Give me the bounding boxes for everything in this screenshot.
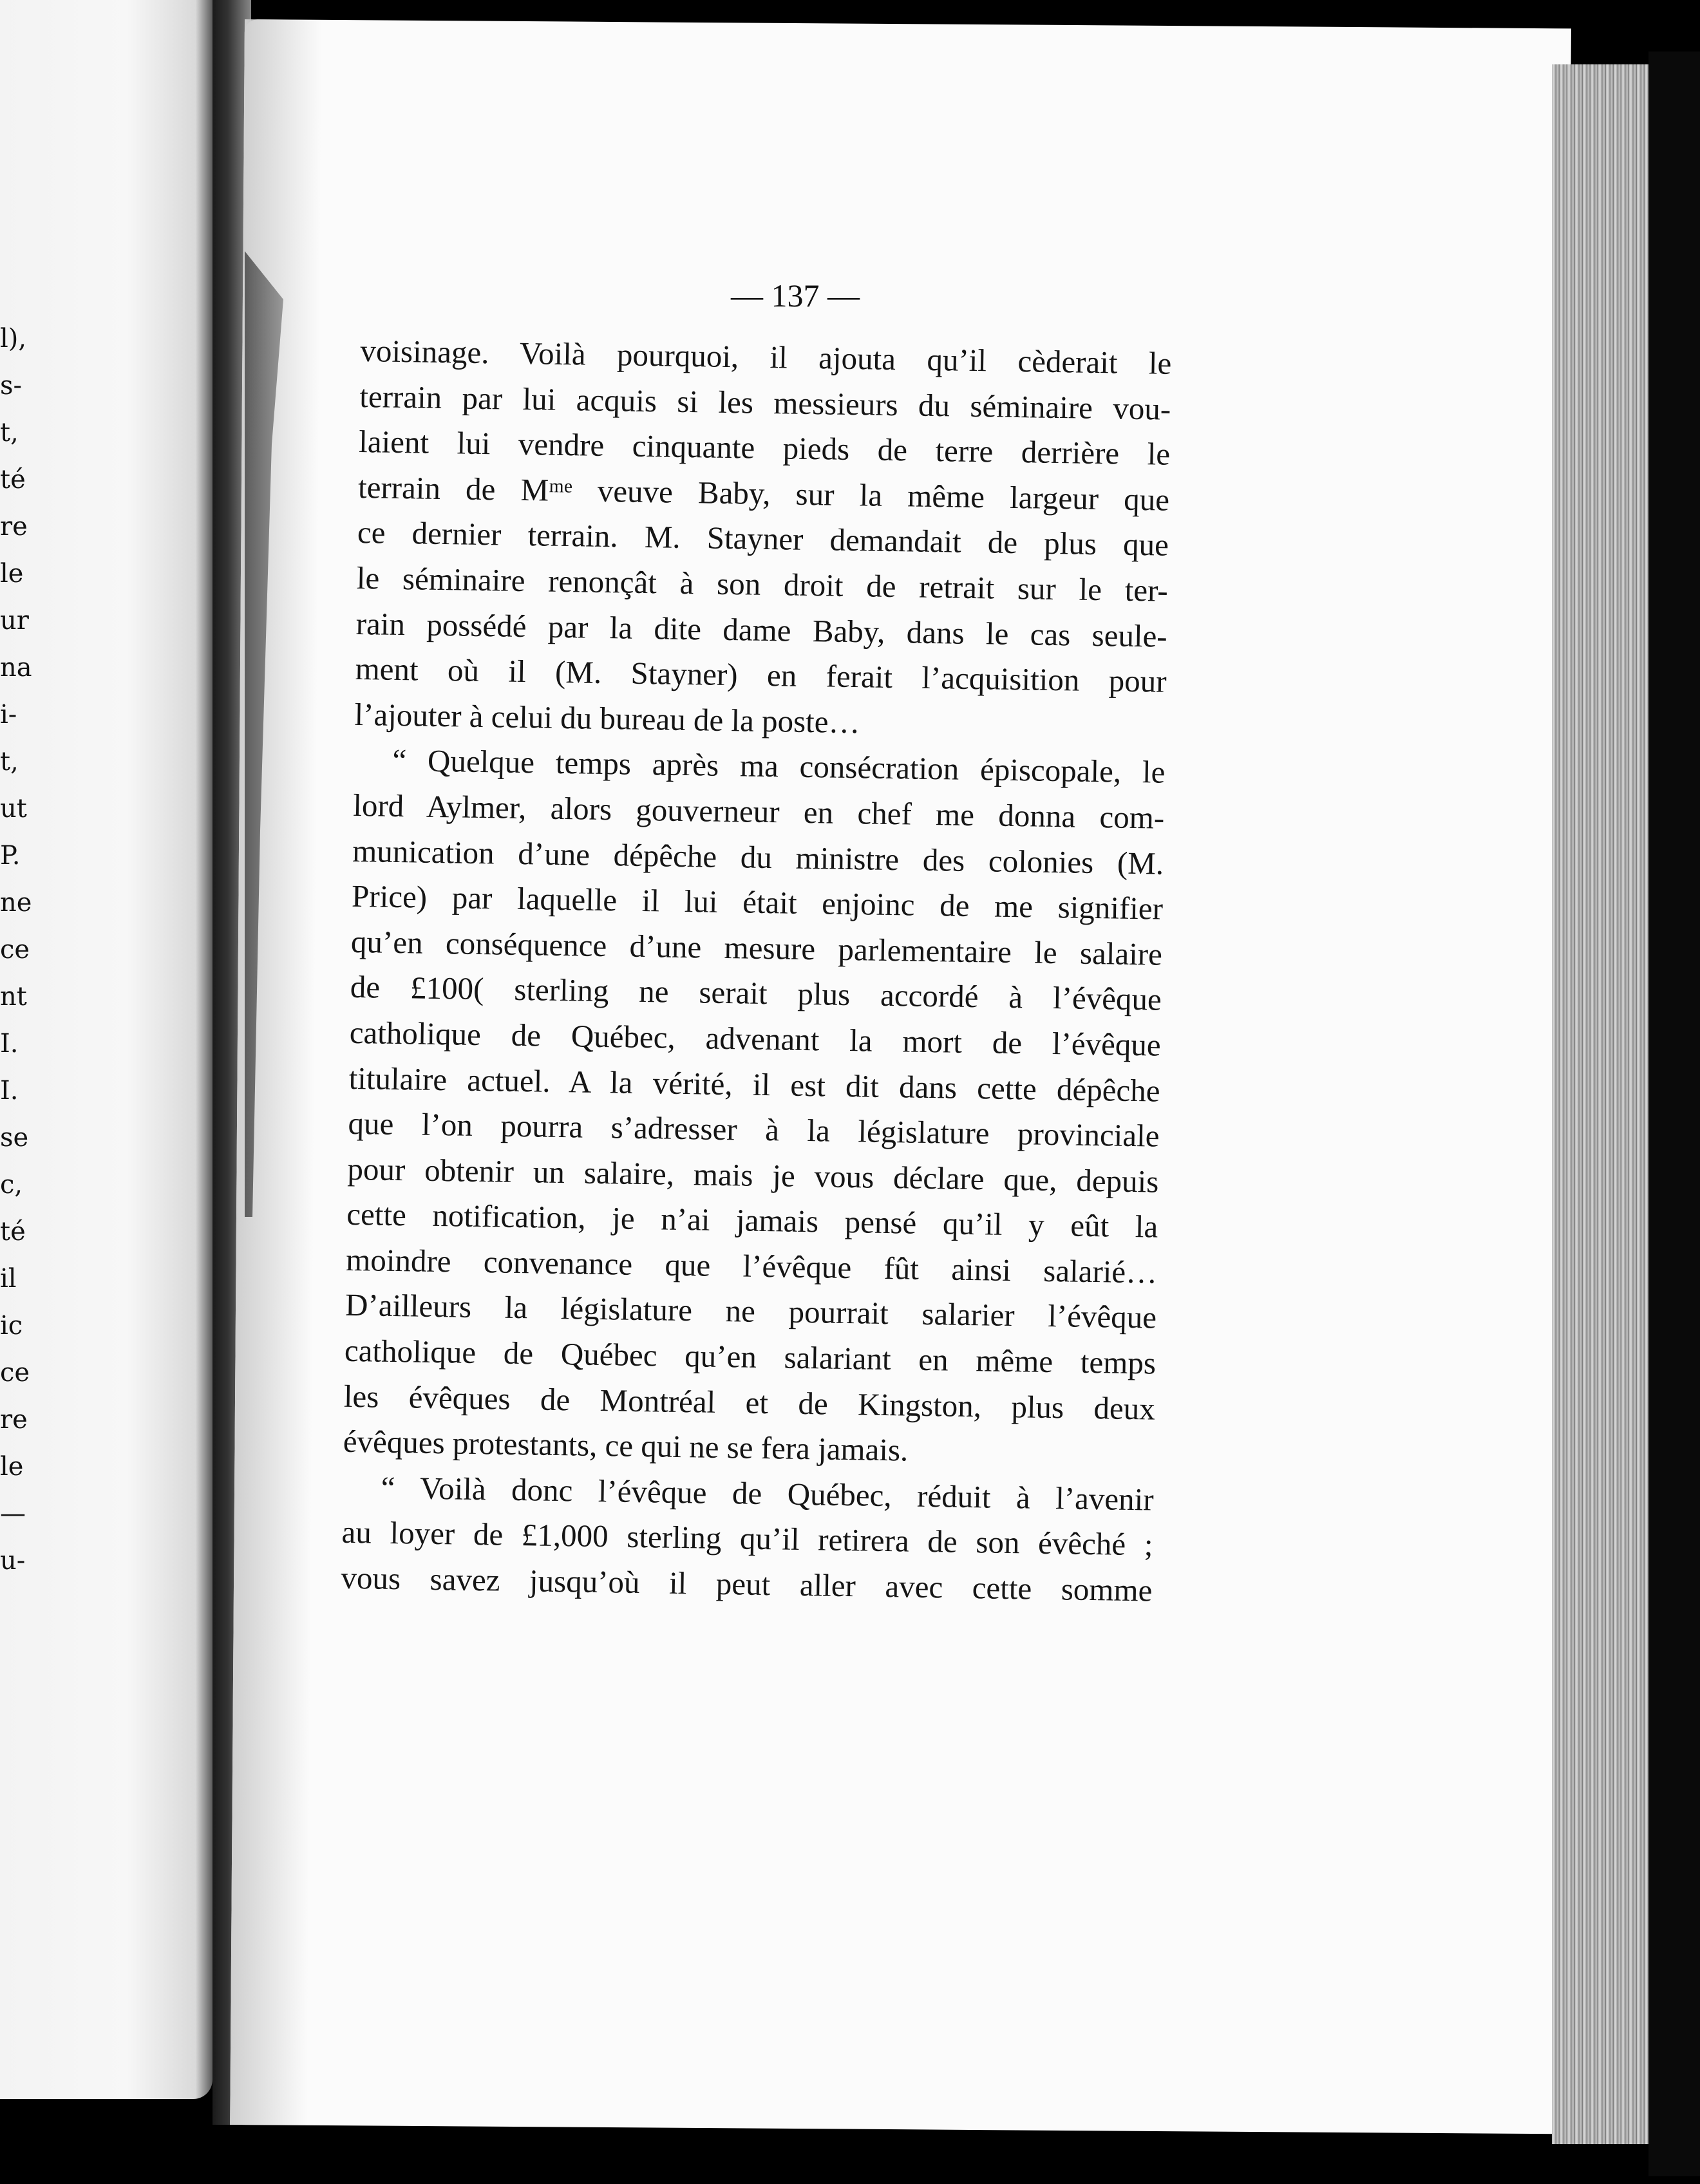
left-fragment: I. — [0, 1076, 19, 1106]
left-facing-page — [0, 0, 212, 2099]
text-line: terrain de Mᵐᵉ veuve Baby, sur la même largeur que — [357, 469, 1170, 518]
left-fragment: I. — [0, 1029, 19, 1059]
text-line: le séminaire renonçât à son droit de retrait sur le ter- — [356, 560, 1169, 608]
left-fragment: le — [0, 559, 24, 588]
text-line: au loyer de £1,000 sterling qu’il retirera de son évêché ; — [341, 1514, 1153, 1563]
text-line: “ Voilà donc l’évêque de Québec, réduit à l’avenir — [381, 1469, 1155, 1518]
left-fragment: l), — [0, 324, 27, 353]
text-line: voisinage. Voilà pourquoi, il ajouta qu’il cèderait le — [360, 332, 1172, 381]
text-line: vous savez jusqu’où il peut aller avec cette somme — [341, 1559, 1153, 1608]
left-fragment: il — [0, 1264, 17, 1294]
body-text — [341, 328, 1172, 1614]
text-line: ce dernier terrain. M. Stayner demandait de plus que — [357, 514, 1169, 563]
page-edges — [1552, 64, 1648, 2144]
text-line: Price) par laquelle il lui était enjoinc de me signifier — [351, 878, 1164, 927]
text-line: munication d’une dépêche du ministre des colonies (M. — [352, 833, 1164, 881]
text-line: titulaire actuel. A la vérité, il est dit dans cette dépêche — [348, 1060, 1160, 1109]
text-line: évêques protestants, ce qui ne se fera jamais. — [343, 1424, 909, 1468]
left-fragment: se — [0, 1123, 29, 1153]
left-fragment: té — [0, 465, 26, 494]
left-fragment: té — [0, 1217, 26, 1247]
left-fragment: t, — [0, 747, 19, 777]
text-line: que l’on pourra s’adresser à la législature provinciale — [348, 1105, 1160, 1154]
left-fragment: re — [0, 512, 28, 541]
text-line: ment où il (M. Stayner) en ferait l’acquisition pour — [355, 651, 1167, 699]
text-line: catholique de Québec qu’en salariant en même temps — [344, 1332, 1157, 1381]
text-line: D’ailleurs la législature ne pourrait salarier l’évêque — [345, 1287, 1157, 1336]
text-line: catholique de Québec, advenant la mort de l’évêque — [349, 1014, 1162, 1063]
text-line: moindre convenance que l’évêque fût ainsi salarié… — [345, 1241, 1158, 1290]
text-line: qu’en conséquence d’une mesure parlementaire le salaire — [350, 923, 1163, 972]
left-fragment: ur — [0, 606, 29, 635]
left-fragment: ic — [0, 1311, 23, 1341]
left-fragment: c, — [0, 1170, 23, 1200]
left-fragment: re — [0, 1405, 28, 1435]
text-line: terrain par lui acquis si les messieurs du séminaire vou- — [359, 378, 1171, 427]
book-cover-edge — [1648, 52, 1700, 2176]
left-fragment: na — [0, 653, 32, 682]
text-line: laient lui vendre cinquante pieds de terre derrière le — [358, 424, 1171, 472]
left-fragment: t, — [0, 418, 19, 447]
text-line: “ Quelque temps après ma consécration épiscopale, le — [392, 742, 1166, 791]
text-line: lord Aylmer, alors gouverneur en chef me donna com- — [352, 787, 1165, 836]
text-line: de £100( sterling ne serait plus accordé à l’évêque — [350, 969, 1162, 1017]
left-fragment: ce — [0, 1358, 30, 1388]
left-fragment: ce — [0, 935, 30, 965]
left-fragment: le — [0, 1452, 24, 1482]
left-fragment: u- — [0, 1546, 26, 1576]
left-fragment: P. — [0, 841, 21, 871]
left-page-text-fragments — [0, 315, 39, 1585]
left-fragment: s- — [0, 371, 23, 400]
text-line: cette notification, je n’ai jamais pensé qu’il y eût la — [346, 1196, 1158, 1245]
text-line: l’ajouter à celui du bureau de la poste… — [354, 696, 860, 740]
text-line: les évêques de Montréal et de Kingston, plus deux — [343, 1378, 1156, 1427]
left-fragment: nt — [0, 982, 27, 1012]
left-fragment: ut — [0, 794, 27, 824]
text-line: pour obtenir un salaire, mais je vous déclare que, depuis — [347, 1151, 1159, 1200]
left-fragment: i- — [0, 700, 17, 730]
left-fragment: ne — [0, 888, 32, 918]
left-fragment: — — [0, 1499, 26, 1529]
text-line: rain possédé par la dite dame Baby, dans le cas seule- — [355, 605, 1168, 654]
page-number: — 137 — — [731, 278, 860, 314]
